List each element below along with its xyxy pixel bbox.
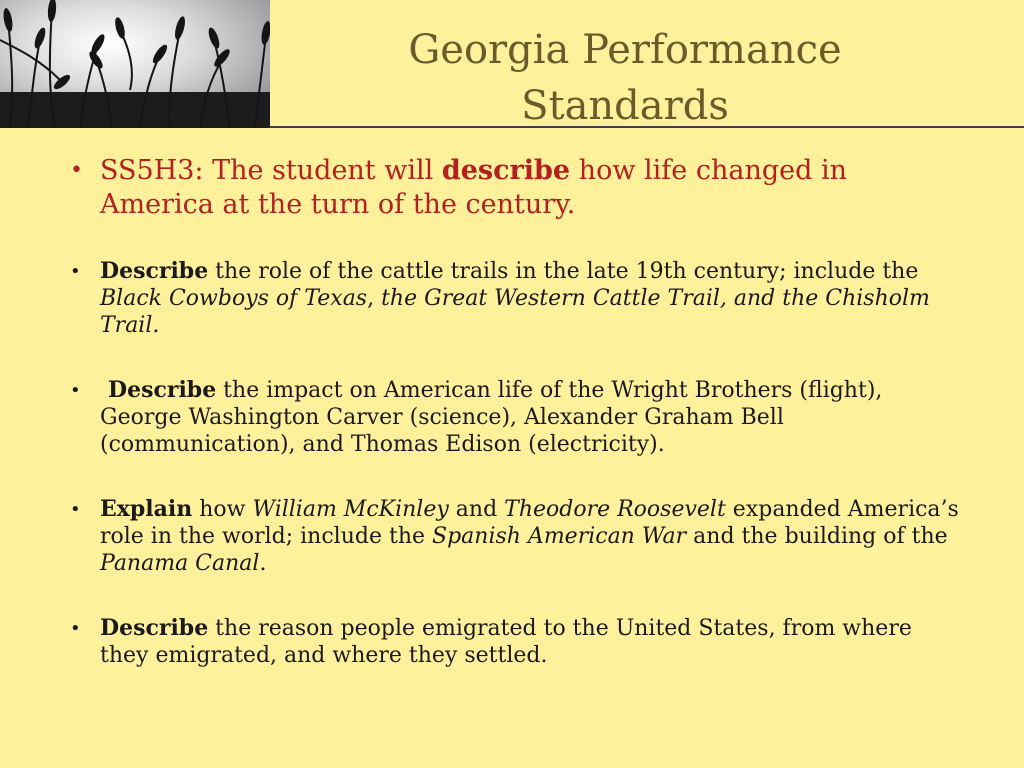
bullet-emphasis: Theodore Roosevelt	[504, 497, 726, 522]
bullet-text: ,	[367, 286, 382, 311]
bullet-emphasis: the Great Western Cattle Trail, and the Chisholm Trail.	[100, 286, 930, 338]
bullet-dot-icon: •	[70, 261, 81, 282]
bullet-text: and	[448, 497, 505, 522]
bullet-keyword: Describe	[100, 258, 209, 284]
bullet-text: the reason people emigrated to the United States, from where they emigrated, and where they settled.	[100, 616, 912, 668]
title-line-1: Georgia Performance	[408, 27, 842, 73]
cattle-trails-bullet	[70, 258, 960, 339]
slide-title	[300, 22, 950, 134]
bullet-dot-icon: •	[70, 499, 81, 520]
immigration-bullet	[70, 615, 960, 669]
bullet-keyword: Explain	[100, 496, 193, 522]
bullet-emphasis: Black Cowboys of Texas	[100, 286, 368, 311]
bullet-text: .	[259, 551, 267, 576]
bullet-text: how	[192, 497, 253, 522]
wheat-field-photo	[0, 0, 270, 128]
standard-intro-bullet	[70, 154, 960, 222]
bullet-emphasis: William McKinley	[252, 497, 449, 522]
bullet-text: how life changed in America at the turn of the century.	[100, 155, 847, 220]
bullet-list	[70, 154, 960, 707]
wheat-silhouette-icon	[0, 0, 270, 128]
bullet-keyword: describe	[441, 155, 571, 186]
bullet-text: the role of the cattle trails in the late 19th century; include the	[208, 259, 919, 284]
bullet-keyword: Describe	[100, 615, 209, 641]
bullet-text: SS5H3: The student will	[100, 155, 442, 186]
bullet-text: and the building of the	[686, 524, 948, 549]
inventors-bullet	[70, 377, 960, 458]
title-line-2: Standards	[521, 83, 729, 129]
bullet-text: the impact on American life of the Wright Brothers (flight), George Washington Carver (science), Alexander Graham Bell (communication), and Thomas Edison (electricity).	[100, 378, 883, 457]
presidents-bullet	[70, 496, 960, 577]
bullet-text: expanded America’s role in the world; include the	[100, 497, 959, 549]
bullet-emphasis: Panama Canal	[100, 551, 260, 576]
bullet-dot-icon: •	[70, 380, 81, 401]
bullet-emphasis: Spanish American War	[432, 524, 687, 549]
bullet-dot-icon: •	[70, 158, 83, 183]
bullet-dot-icon: •	[70, 618, 81, 639]
bullet-keyword: Describe	[108, 377, 217, 403]
